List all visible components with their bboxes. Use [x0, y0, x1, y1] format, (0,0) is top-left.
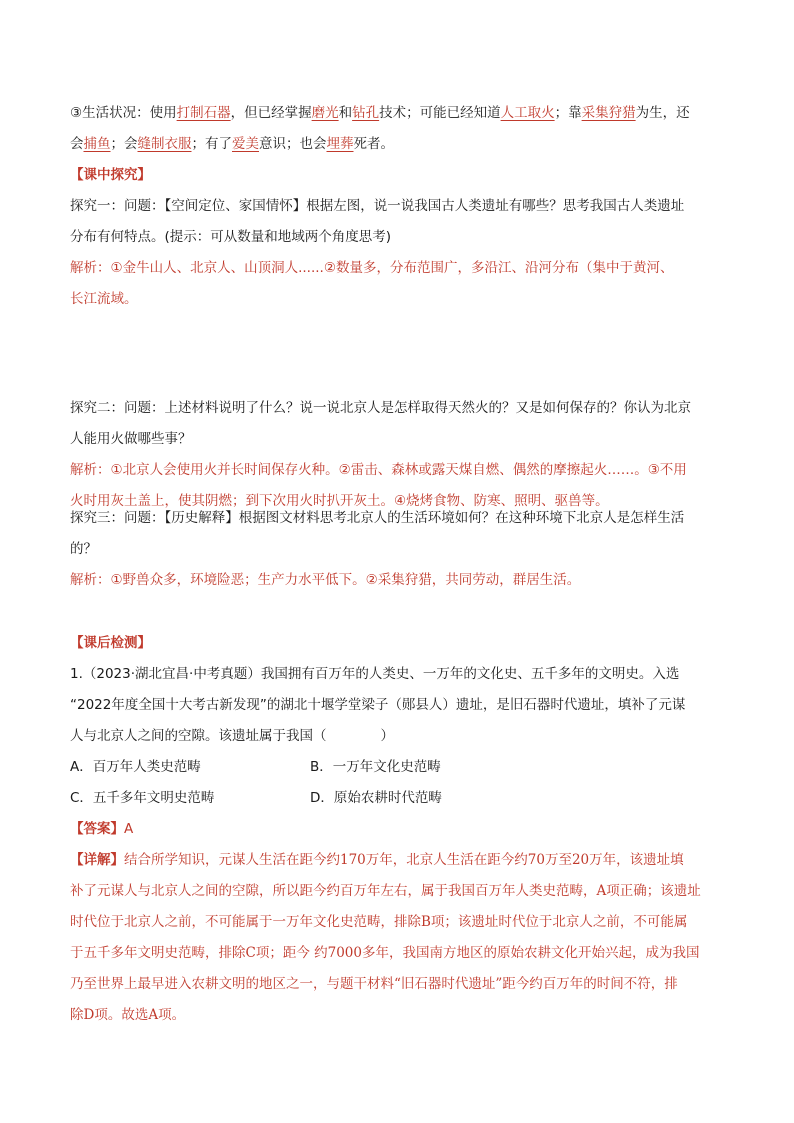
- question-stem-line: 1.（2023·湖北宜昌·中考真题）我国拥有百万年的人类史、一万年的文化史、五千多年的文明史。入选: [70, 666, 680, 682]
- text-run: 会: [70, 136, 84, 152]
- text-run: ③生活状况：使用: [70, 105, 177, 121]
- options-row-1: [70, 752, 726, 783]
- question-stem-line: 人与北京人之间的空隙。该遗址属于我国（ ）: [70, 728, 394, 744]
- explore-q1-line: 分布有何特点。(提示：可从数量和地域两个角度思考): [70, 229, 392, 245]
- explore-q1-line: 探究一：问题：【空间定位、家国情怀】根据左图，说一说我国古人类遗址有哪些？思考我国古人类遗址: [70, 198, 685, 214]
- keyword-fishing: 捕鱼: [83, 136, 111, 152]
- keyword-stone-tools: 打制石器: [176, 105, 231, 121]
- explore-q2-answer: 解析：①北京人会使用火并长时间保存火种。②雷击、森林或露天煤自燃、偶然的摩擦起火……。③不用: [70, 462, 687, 478]
- text-run: 为生，还: [635, 105, 690, 121]
- keyword-beauty: 爱美: [232, 136, 259, 152]
- detail-line: 除D项。故选A项。: [70, 1007, 186, 1023]
- detail-text: 结合所学知识，元谋人生活在距今约170万年，北京人生活在距今约70万至20万年，该遗址填: [124, 852, 684, 868]
- explore-q2-line: 探究二：问题：上述材料说明了什么？说一说北京人是怎样取得天然火的？又是如何保存的？你认为北京: [70, 400, 691, 416]
- explore-q2-line: 人能用火做哪些事？: [70, 431, 192, 447]
- option-a: A．百万年人类史范畴: [70, 759, 201, 775]
- explore-q2: [70, 393, 726, 517]
- answer-value: A: [124, 821, 134, 837]
- detail-line: 于五千多年文明史范畴，排除C项；距今 约7000多年，我国南方地区的原始农耕文化开始兴起，成为我国: [70, 945, 700, 961]
- detail-label: 【详解】: [70, 852, 124, 868]
- text-run: 意识；也会: [259, 136, 327, 152]
- answer-line: [70, 814, 726, 845]
- explore-q1-answer: 长江流域。: [70, 291, 138, 307]
- explore-q3: [70, 503, 726, 596]
- keyword-polishing: 磨光: [311, 105, 339, 121]
- text-run: 死者。: [353, 136, 394, 152]
- life-status-line-1: [70, 98, 726, 129]
- explore-q2-answer: 火时用灰土盖上，使其阴燃；到下次用火时扒开灰土。④烧烤食物、防寒、照明、驱兽等。: [70, 493, 609, 509]
- section-heading-after-class: 【课后检测】: [70, 635, 151, 651]
- detail-line: 乃至世界上最早进入农耕文明的地区之一，与题干材料“旧石器时代遗址”距今约百万年的时间不符，排: [70, 976, 678, 992]
- class-explore-section: [70, 160, 726, 315]
- options-row-2: [70, 783, 726, 814]
- text-run: ；靠: [554, 105, 582, 121]
- life-status-paragraph: [70, 98, 726, 160]
- text-run: 技术；可能已经知道: [379, 105, 501, 121]
- text-run: 和: [338, 105, 353, 121]
- text-run: ；会: [110, 136, 138, 152]
- explore-q3-line: 的？: [70, 541, 97, 557]
- question-stem-line: “2022年度全国十大考古新发现”的湖北十堰学堂梁子（郧县人）遗址，是旧石器时代遗址，填补了元谋: [70, 697, 686, 713]
- keyword-artificial-fire: 人工取火: [500, 105, 555, 121]
- detail-block: [70, 845, 726, 1031]
- option-b: B．一万年文化史范畴: [310, 759, 441, 775]
- explore-q3-line: 探究三：问题：【历史解释】根据图文材料思考北京人的生活环境如何？在这种环境下北京人是怎样生活: [70, 510, 685, 526]
- detail-line: 时代位于北京人之前，不可能属于一万年文化史范畴，排除B项；该遗址时代位于北京人之前，不可能属: [70, 914, 688, 930]
- detail-line: 补了元谋人与北京人之间的空隙，所以距今约百万年左右，属于我国百万年人类史范畴，A项正确；该遗址: [70, 883, 701, 899]
- text-run: ，但已经掌握: [230, 105, 312, 121]
- explore-q1: [70, 191, 726, 315]
- detail-line: [70, 845, 726, 876]
- after-class-section: [70, 628, 726, 1031]
- section-heading-class-explore: 【课中探究】: [70, 167, 151, 183]
- keyword-drilling: 钻孔: [352, 105, 380, 121]
- option-c: C．五千多年文明史范畴: [70, 790, 215, 806]
- keyword-burial: 埋葬: [326, 136, 354, 152]
- keyword-gathering-hunting: 采集狩猎: [581, 105, 636, 121]
- option-d: D．原始农耕时代范畴: [310, 790, 442, 806]
- text-run: ；有了: [191, 136, 232, 152]
- explore-q3-answer: 解析：①野兽众多，环境险恶；生产力水平低下。②采集狩猎，共同劳动，群居生活。: [70, 572, 581, 588]
- answer-label: 【答案】: [70, 821, 124, 837]
- keyword-sewing: 缝制衣服: [137, 136, 192, 152]
- explore-q1-answer: 解析：①金牛山人、北京人、山顶洞人......②数量多，分布范围广，多沿江、沿河分布（集中于黄河、: [70, 260, 674, 276]
- life-status-line-2: [70, 129, 726, 160]
